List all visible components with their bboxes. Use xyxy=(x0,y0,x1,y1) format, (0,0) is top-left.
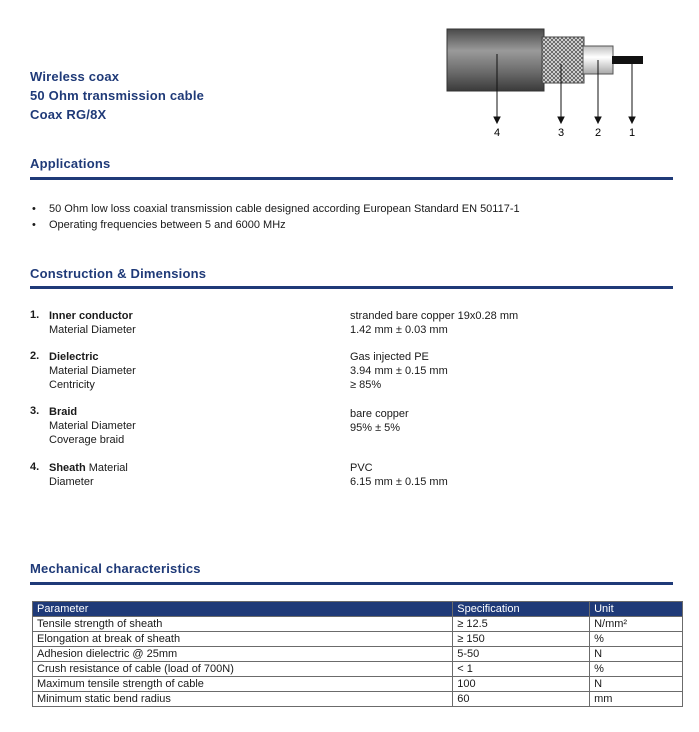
column-header: Parameter xyxy=(33,602,453,617)
inner-conductor-label xyxy=(49,309,136,337)
table-cell: N xyxy=(590,677,683,692)
applications-heading: Applications xyxy=(30,156,111,171)
table-cell: Crush resistance of cable (load of 700N) xyxy=(33,662,453,677)
label-4: 4 xyxy=(494,127,501,139)
item-prop: Material Diameter xyxy=(49,365,136,377)
column-header: Specification xyxy=(453,602,590,617)
item-prop: Material Diameter xyxy=(49,420,136,432)
dielectric-label xyxy=(49,350,136,392)
table-row xyxy=(33,662,683,677)
construction-heading: Construction & Dimensions xyxy=(30,266,207,281)
item-value: 95% ± 5% xyxy=(350,422,401,434)
dielectric-values xyxy=(350,350,448,392)
item-value: ≥ 85% xyxy=(350,379,382,391)
table-cell: 60 xyxy=(453,692,590,707)
label-1: 1 xyxy=(629,127,636,139)
mechanical-table xyxy=(32,601,683,707)
item-value: 1.42 mm ± 0.03 mm xyxy=(350,324,448,336)
table-cell: 100 xyxy=(453,677,590,692)
item-number: 3. xyxy=(30,405,40,417)
braid-label xyxy=(49,405,136,447)
table-row xyxy=(33,632,683,647)
item-value: stranded bare copper 19x0.28 mm xyxy=(350,310,519,322)
cable-diagram xyxy=(440,24,650,144)
column-header: Unit xyxy=(590,602,683,617)
table-cell: Adhesion dielectric @ 25mm xyxy=(33,647,453,662)
sheath-layer xyxy=(447,29,544,91)
item-value: 6.15 mm ± 0.15 mm xyxy=(350,476,448,488)
label-2: 2 xyxy=(595,127,602,139)
table-row xyxy=(33,677,683,692)
table-cell: mm xyxy=(590,692,683,707)
table-cell: N/mm² xyxy=(590,617,683,632)
item-name-suffix: Material xyxy=(85,462,128,474)
item-number: 1. xyxy=(30,309,40,321)
item-prop: Centricity xyxy=(49,379,95,391)
list-item: • Operating frequencies between 5 and 6000 MHz xyxy=(30,217,520,233)
item-name: Sheath xyxy=(49,462,86,474)
table-cell: Minimum static bend radius xyxy=(33,692,453,707)
mechanical-heading: Mechanical characteristics xyxy=(30,561,201,576)
table-cell: Tensile strength of sheath xyxy=(33,617,453,632)
applications-rule xyxy=(30,177,673,180)
item-name: Dielectric xyxy=(49,351,99,363)
item-value: 3.94 mm ± 0.15 mm xyxy=(350,365,448,377)
table-header-row xyxy=(33,602,683,617)
table-cell: % xyxy=(590,662,683,677)
item-number: 2. xyxy=(30,350,40,362)
table-row xyxy=(33,647,683,662)
table-cell: Elongation at break of sheath xyxy=(33,632,453,647)
table-cell: < 1 xyxy=(453,662,590,677)
braid-layer xyxy=(542,37,584,83)
table-cell: Maximum tensile strength of cable xyxy=(33,677,453,692)
item-prop: Material Diameter xyxy=(49,324,136,336)
item-prop: Diameter xyxy=(49,476,94,488)
title-line-2: 50 Ohm transmission cable xyxy=(30,88,205,103)
item-value: Gas injected PE xyxy=(350,351,429,363)
label-3: 3 xyxy=(558,127,565,139)
table-cell: ≥ 150 xyxy=(453,632,590,647)
construction-rule xyxy=(30,286,673,289)
title-line-1: Wireless coax xyxy=(30,69,120,84)
sheath-values xyxy=(350,461,448,489)
sheath-label xyxy=(49,461,128,489)
inner-conductor-values xyxy=(350,309,518,337)
table-row xyxy=(33,692,683,707)
title-line-3: Coax RG/8X xyxy=(30,107,107,122)
item-value: bare copper xyxy=(350,408,409,420)
mechanical-rule xyxy=(30,582,673,585)
inner-conductor xyxy=(612,56,643,64)
item-name: Inner conductor xyxy=(49,310,133,322)
item-prop: Coverage braid xyxy=(49,434,125,446)
item-number: 4. xyxy=(30,461,40,473)
braid-values xyxy=(350,407,409,435)
table-cell: % xyxy=(590,632,683,647)
table-cell: N xyxy=(590,647,683,662)
item-value: PVC xyxy=(350,462,373,474)
table-cell: ≥ 12.5 xyxy=(453,617,590,632)
applications-list xyxy=(30,201,520,233)
list-item: • 50 Ohm low loss coaxial transmission cable designed according European Standard EN 50117-1 xyxy=(30,201,520,217)
item-name: Braid xyxy=(49,406,78,418)
table-row xyxy=(33,617,683,632)
table-cell: 5-50 xyxy=(453,647,590,662)
